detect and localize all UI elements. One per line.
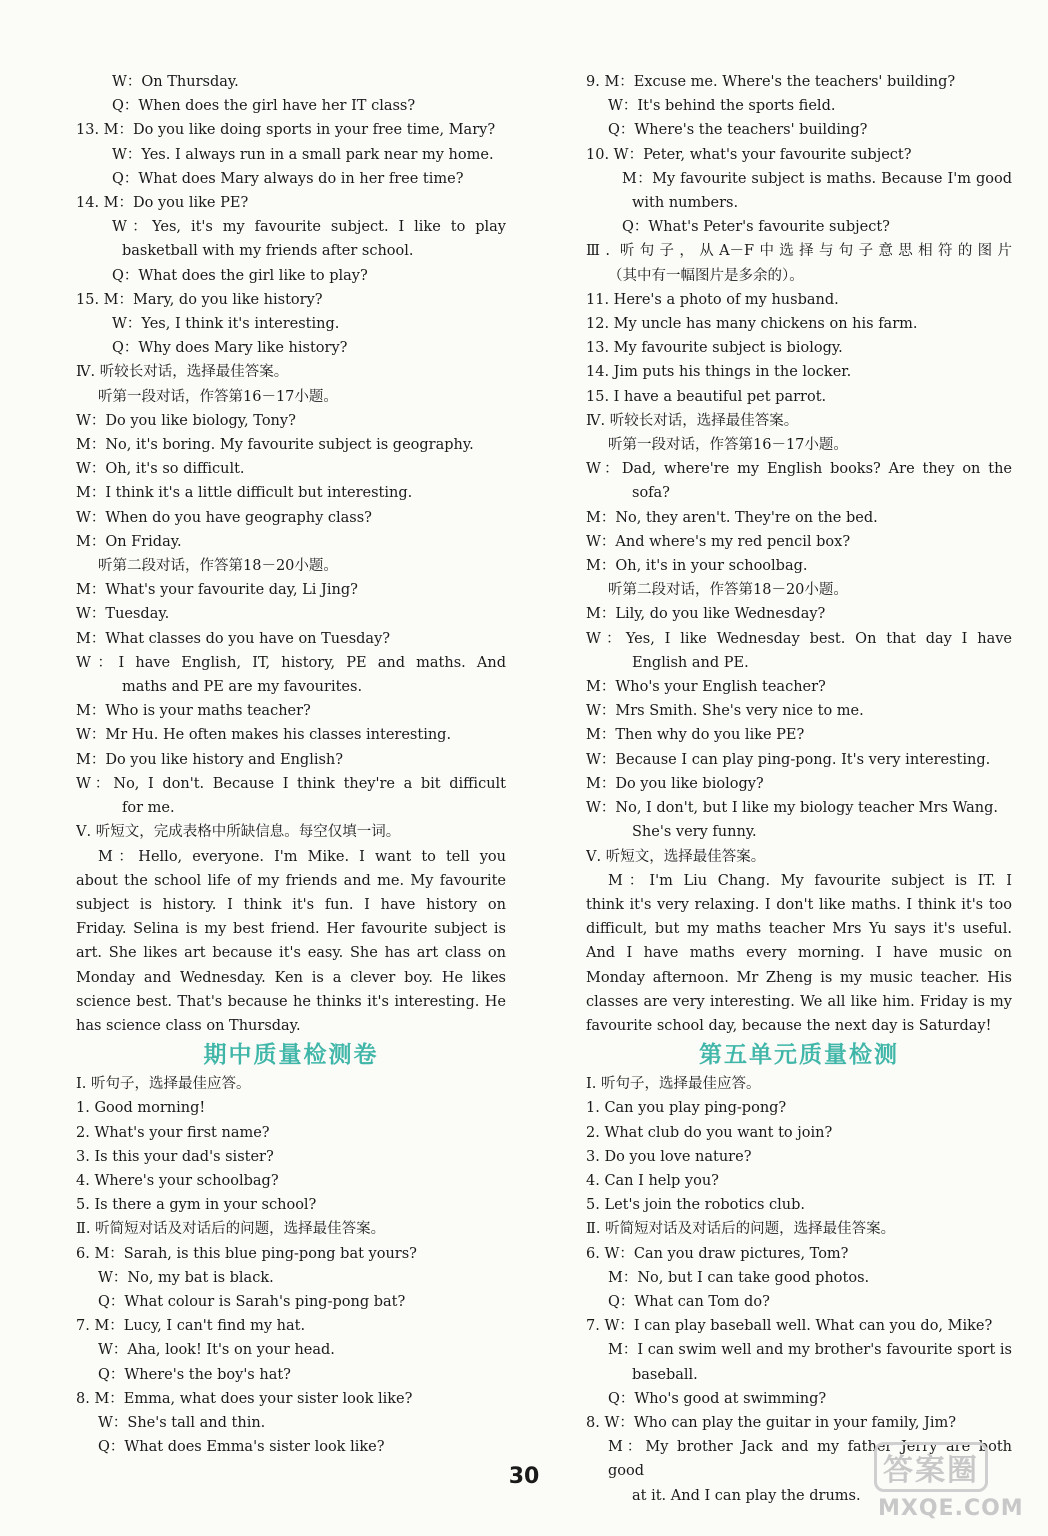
text-line: has science class on Thursday. <box>76 1017 301 1034</box>
text-line: W：No, my bat is black. <box>98 1269 274 1286</box>
text-line: W：Yes, it's my favourite subject. I like to play <box>112 219 506 236</box>
text-line: She's very funny. <box>632 824 757 841</box>
watermark-text: 答案圈 <box>874 1442 988 1492</box>
text-line: 5. Is there a gym in your school? <box>76 1197 317 1214</box>
text-line: W：It's behind the sports field. <box>608 98 836 115</box>
text-line: W：Mrs Smith. She's very nice to me. <box>586 703 864 720</box>
text-line: 4. Where's your schoolbag? <box>76 1172 279 1189</box>
text-line: 8. M：Emma, what does your sister look like? <box>76 1390 413 1407</box>
text-line: Q：Who's good at swimming? <box>608 1390 827 1407</box>
text-line: W：Tuesday. <box>76 606 170 623</box>
text-line: W：Aha, look! It's on your head. <box>98 1342 335 1359</box>
text-line: M：What classes do you have on Tuesday? <box>76 630 391 647</box>
text-line: 6. M：Sarah, is this blue ping-pong bat yours? <box>76 1245 417 1262</box>
text-line: Monday and Wednesday. Ken is a clever boy. He likes <box>76 969 506 986</box>
text-line: 听第二段对话，作答第18－20小题。 <box>98 558 338 575</box>
text-line: Q：Where's the boy's hat? <box>98 1366 291 1383</box>
text-line: 2. What club do you want to join? <box>586 1124 833 1141</box>
text-line: W：No, I don't. Because I think they're a bit difficult <box>76 775 506 792</box>
text-line: 3. Is this your dad's sister? <box>76 1148 274 1165</box>
text-line: Q：What can Tom do? <box>608 1293 770 1310</box>
watermark-logo <box>866 1438 1038 1530</box>
text-line: about the school life of my friends and me. My favourite <box>76 872 506 889</box>
text-line: 14. M：Do you like PE? <box>76 195 249 212</box>
text-line: M：No, it's boring. My favourite subject is geography. <box>76 437 474 454</box>
text-line: 4. Can I help you? <box>586 1172 719 1189</box>
text-line: Q：Where's the teachers' building? <box>608 122 868 139</box>
text-line: 7. M：Lucy, I can't find my hat. <box>76 1318 306 1335</box>
text-line: M：Do you like history and English? <box>76 751 344 768</box>
text-line: basketball with my friends after school. <box>122 243 414 260</box>
text-line: M：Who is your maths teacher? <box>76 703 311 720</box>
text-line: Ⅳ. 听较长对话，选择最佳答案。 <box>76 364 289 381</box>
text-line: M：What's your favourite day, Li Jing? <box>76 582 358 599</box>
text-line: Ⅱ. 听简短对话及对话后的问题，选择最佳答案。 <box>76 1221 386 1238</box>
text-line: M：I'm Liu Chang. My favourite subject is IT. I <box>608 872 1012 889</box>
text-line: 9. M：Excuse me. Where's the teachers' building? <box>586 74 956 90</box>
text-line: Q：When does the girl have her IT class? <box>112 98 416 115</box>
text-line: W：Yes. I always run in a small park near my home. <box>112 146 494 163</box>
text-line: M：Do you like biology? <box>586 775 764 792</box>
text-line: Q：Why does Mary like history? <box>112 340 348 357</box>
text-line: M：Who's your English teacher? <box>586 679 826 696</box>
text-line: with numbers. <box>632 195 739 212</box>
page-number: 30 <box>508 1464 540 1489</box>
text-line: 3. Do you love nature? <box>586 1148 752 1165</box>
text-line: sofa? <box>632 485 670 502</box>
text-line: Ⅲ. 听句子，从A－F中选择与句子意思相符的图片 <box>586 243 1012 260</box>
text-line: W：Dad, where're my English books? Are they on the <box>586 461 1012 478</box>
section-title: 第五单元质量检测 <box>699 1042 899 1069</box>
text-line: 5. Let's join the robotics club. <box>586 1197 805 1214</box>
text-line: W：Because I can play ping-pong. It's very interesting. <box>586 751 991 768</box>
text-line: English and PE. <box>632 654 749 671</box>
text-line: 6. W：Can you draw pictures, Tom? <box>586 1245 849 1262</box>
watermark-url: MXQE.COM <box>878 1496 1024 1521</box>
text-line: Ⅱ. 听简短对话及对话后的问题，选择最佳答案。 <box>586 1221 896 1238</box>
text-line: Q：What colour is Sarah's ping-pong bat? <box>98 1293 406 1310</box>
section-title: 期中质量检测卷 <box>203 1042 379 1069</box>
text-line: Ⅴ. 听短文，完成表格中所缺信息。每空仅填一词。 <box>76 824 401 841</box>
text-line: 12. My uncle has many chickens on his farm. <box>586 316 918 333</box>
text-line: subject is history. I think it's fun. I have history on <box>76 896 506 913</box>
text-line: M：I think it's a little difficult but interesting. <box>76 485 413 502</box>
text-line: Ⅰ. 听句子，选择最佳应答。 <box>76 1076 251 1093</box>
text-line: 14. Jim puts his things in the locker. <box>586 364 852 381</box>
text-line: Ⅰ. 听句子，选择最佳应答。 <box>586 1076 761 1093</box>
text-line: 8. W：Who can play the guitar in your family, Jim? <box>586 1414 957 1431</box>
text-line: 1. Can you play ping-pong? <box>586 1100 787 1117</box>
text-line: 10. W：Peter, what's your favourite subject? <box>586 146 912 163</box>
text-line: classes are very interesting. We all like him. Friday is my <box>586 993 1012 1010</box>
right-column <box>586 70 1012 1508</box>
text-line: Q：What does Emma's sister look like? <box>98 1439 385 1456</box>
text-line: W：Yes, I like Wednesday best. On that day I have <box>586 630 1012 647</box>
text-line: 13. M：Do you like doing sports in your free time, Mary? <box>76 122 496 139</box>
text-line: baseball. <box>632 1366 698 1383</box>
text-line: 15. I have a beautiful pet parrot. <box>586 388 827 405</box>
text-line: Q：What's Peter's favourite subject? <box>622 219 890 236</box>
text-line: M：On Friday. <box>76 533 182 550</box>
text-line: Q：What does the girl like to play? <box>112 267 368 284</box>
text-line: M：Lily, do you like Wednesday? <box>586 606 826 623</box>
text-line: science best. That's because he thinks it's interesting. He <box>76 993 506 1010</box>
text-line: M：Then why do you like PE? <box>586 727 805 744</box>
text-line: 听第二段对话，作答第18－20小题。 <box>608 582 848 599</box>
text-line: think it's very relaxing. I don't like maths. I think it's too <box>586 896 1012 913</box>
text-line: W：Yes, I think it's interesting. <box>112 316 340 333</box>
text-line: W：On Thursday. <box>112 74 239 90</box>
text-line: W：When do you have geography class? <box>76 509 372 526</box>
text-line: 15. M：Mary, do you like history? <box>76 291 323 308</box>
text-line: difficult, but my maths teacher Mrs Yu says it's useful. <box>586 921 1012 938</box>
text-line: 听第一段对话，作答第16－17小题。 <box>98 388 338 405</box>
text-line: W：No, I don't, but I like my biology teacher Mrs Wang. <box>586 800 999 817</box>
text-line: W：And where's my red pencil box? <box>586 533 851 550</box>
text-line: W：She's tall and thin. <box>98 1414 266 1431</box>
text-line: Monday afternoon. Mr Zheng is my music teacher. His <box>586 969 1012 986</box>
text-line: Ⅴ. 听短文，选择最佳答案。 <box>586 848 766 865</box>
text-line: Friday. Selina is my best friend. Her favourite subject is <box>76 921 506 938</box>
text-line: 2. What's your first name? <box>76 1124 270 1141</box>
text-line: M：No, but I can take good photos. <box>608 1269 870 1286</box>
text-line: Ⅳ. 听较长对话，选择最佳答案。 <box>586 412 799 429</box>
text-line: 11. Here's a photo of my husband. <box>586 291 839 308</box>
text-line: M：My favourite subject is maths. Because I'm good <box>622 170 1012 187</box>
text-line: 1. Good morning! <box>76 1100 206 1117</box>
text-line: Q：What does Mary always do in her free time? <box>112 170 464 187</box>
text-line: art. She likes art because it's easy. She has art class on <box>76 945 506 962</box>
text-line: （其中有一幅图片是多余的）。 <box>608 267 804 284</box>
text-line: M：No, they aren't. They're on the bed. <box>586 509 878 526</box>
text-line: M：I can swim well and my brother's favourite sport is <box>608 1342 1012 1359</box>
text-line: 7. W：I can play baseball well. What can you do, Mike? <box>586 1318 993 1335</box>
text-line: maths and PE are my favourites. <box>122 679 363 696</box>
text-line: M：My brother Jack and my father Jerry are both good <box>608 1439 1012 1480</box>
text-line: W：I have English, IT, history, PE and maths. And <box>76 654 506 671</box>
text-line: favourite school day, because the next day is Saturday! <box>586 1017 992 1034</box>
text-line: W：Do you like biology, Tony? <box>76 412 296 429</box>
text-line: for me. <box>122 800 175 817</box>
left-column <box>76 70 506 1459</box>
text-line: at it. And I can play the drums. <box>632 1487 861 1504</box>
text-line: And I have maths every morning. I have music on <box>586 945 1012 962</box>
text-line: W：Oh, it's so difficult. <box>76 461 245 478</box>
text-line: 13. My favourite subject is biology. <box>586 340 843 357</box>
text-line: M：Hello, everyone. I'm Mike. I want to tell you <box>98 848 506 865</box>
text-line: M：Oh, it's in your schoolbag. <box>586 558 808 575</box>
text-line: W：Mr Hu. He often makes his classes interesting. <box>76 727 452 744</box>
text-line: 听第一段对话，作答第16－17小题。 <box>608 437 848 454</box>
